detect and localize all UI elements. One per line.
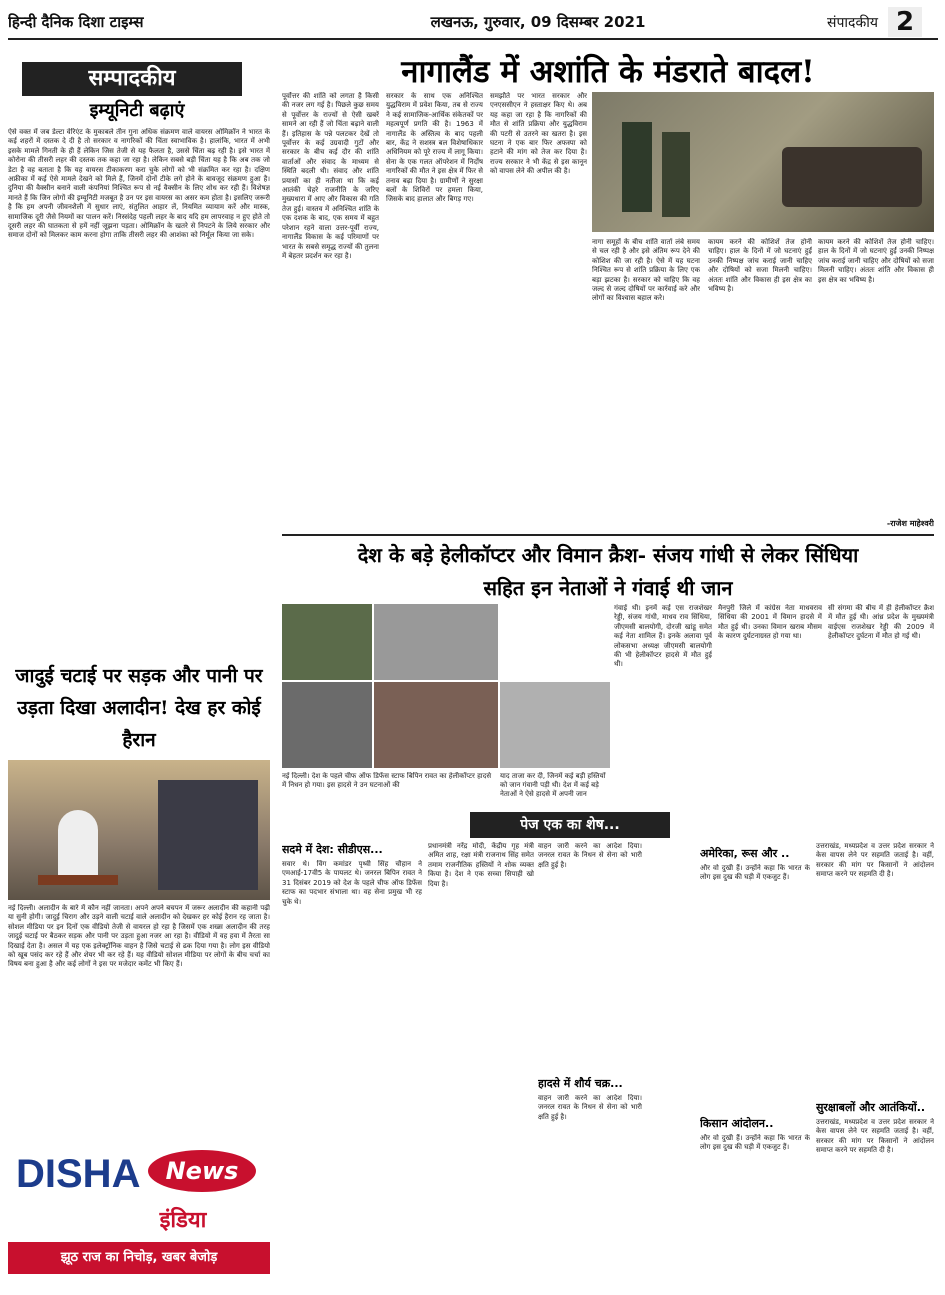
crash-wreck-photo [282,682,372,768]
shesh-col4: और वो दुखी हैं। उन्होंने कहा कि भारत के लोग इस दुख की घड़ी में एकजुट हैं। [700,864,810,882]
shesh-col5-title: सुरक्षाबलों और आतंकियों.. [816,1101,926,1114]
soldier-figure-2 [662,132,690,217]
shesh-col4b: और वो दुखी हैं। उन्होंने कहा कि भारत के लोग इस दुख की घड़ी में एकजुट हैं। [700,1134,810,1152]
shesh-col3-title: हादसे में शौर्य चक्र... [538,1077,623,1090]
shesh-col3: वाहन जारी करने का आदेश दिया। जनरल रावत के निधन से सेना को भारी क्षति हुई है। [538,842,642,869]
shesh-col5b: उत्तराखंड, मध्यप्रदेश व उत्तर प्रदेश सरकार ने केस वापस लेने पर सहमति जताई है। वहीं, सरकार की मांग पर किसानों ने आंदोलन समाप्त करने पर सहमति दी है। [816,1118,934,1155]
portrait-sanjay-gandhi [374,604,498,680]
feature-headline: जादुई चटाई पर सड़क और पानी पर उड़ता दिखा अलादीन! देख हर कोई हैरान [15,665,263,751]
portrait-madhavrao-scindia [374,682,498,768]
nagaland-col4: नागा समूहों के बीच शांति वार्ता लंबे समय से चल रही है और इसे अंतिम रूप देने की कोशिश की जा रही है। ऐसे में यह घटना निश्चित रूप से शांति प्रक्रिया के लिए एक बड़ा झटका है। सरकार को चाहिए कि वह जल्द से जल्द दोषियों पर कार्रवाई करे और लोगों का विश्वास बहाल करे। [592,238,700,303]
person-figure [58,810,98,880]
crash-col3: सी संगमा की बीच में ही हेलीकॉप्टर क्रैश में मौत हुई थी। आंध्र प्रदेश के मुख्यमंत्री वाईएस राजशेखर रेड्डी की 2009 में हेलीकॉप्टर दुर्घटना में मौत हो गई थी। [828,604,934,641]
logo-disha: DISHA [16,1152,141,1196]
shesh-banner: पेज एक का शेष... [470,812,670,838]
shesh-col3b: वाहन जारी करने का आदेश दिया। जनरल रावत के निधन से सेना को भारी क्षति हुई है। [538,1094,642,1121]
nagaland-col3: समझौते पर भारत सरकार और एनएससीएन ने हस्ताक्षर किए थे। अब यह कहा जा रहा है कि नागरिकों की मौत से शांति प्रक्रिया और युद्धविराम की पटरी से उतरने का खतरा है। इस घटना ने एक बार फिर अफस्पा को हटाने की मांग को तेज कर दिया है। राज्य सरकार ने भी केंद्र से इस कानून को वापस लेने की अपील की है। [490,92,587,176]
section-name: संपादकीय [827,14,878,31]
shesh-col1-title: सदमे में देश: सीडीएस... [282,843,383,856]
page-number: 2 [888,7,922,37]
editorial-banner: सम्पादकीय [22,62,242,96]
logo-news: News [148,1150,256,1192]
nagaland-photo [592,92,934,232]
editorial-body: ऐसे वक्त में जब डेल्टा वेरिएंट के मुकाबले तीन गुना अधिक संक्रमण वाले वायरस ओमिक्रॉन ने भारत के कई शहरों में दस्तक दे दी है तो सरकार व नागरिकों की चिंता स्वाभाविक है। हालांकि, भारत में अभी इसके मामले गिनती के ही हैं लेकिन जिस तेजी से यह फैलता है, उससे चिंता बढ़ रही है। इसे भारत में कोरोना की तीसरी लहर की दस्तक तक कहा जा रहा है। लेकिन सबसे बड़ी चिंता यह है कि अब तक जो डेटा है वह बताता है कि यह वायरस टीकाकरण करा चुके लोगों को भी संक्रमित कर रहा है। दक्षिण अफ्रीका में कई ऐसे मामले देखने को मिले हैं, जिनमें दोनों टीके लगे होने के बावजूद संक्रमण हुआ है। दुनिया की वैक्सीन बनाने वाली कंपनियां निश्चित रूप से नई वैक्सीन के लिए शोध कर रही हैं। विशेषज्ञ मानते हैं कि जिन लोगों की इम्यूनिटी मजबूत है उन पर इस वायरस का असर कम होता है। इसलिए जरूरी है कि हम अपनी जीवनशैली में सुधार लाएं, संतुलित आहार लें, नियमित व्यायाम करें और मास्क, सामाजिक दूरी जैसे नियमों का पालन करें। निस्संदेह पहली लहर के बाद यदि हम लापरवाह न हुए होते तो दूसरी लहर की घातकता से हमें नहीं जूझना पड़ता। ओमिक्रॉन के खतरे से निपटने के लिये सरकार और समाज दोनों को मिलकर काम करना होगा ताकि तीसरी लहर की आशंका को निर्मूल किया जा सके। [8,128,270,240]
shesh-col4-title: अमेरिका, रूस और .. [700,847,790,860]
building-shape [158,780,258,890]
feature-body: नई दिल्ली। अलादीन के बारे में कौन नहीं जानता। अपने अपने बचपन में जरूर अलादीन की कहानी पढ़ी या सुनी होगी। जादुई चिराग और उड़ने वाली चटाई वाले अलादीन को देखकर हर कोई हैरान रह जाता है। सोशल मीडिया पर इन दिनों एक वीडियो तेजी से वायरल हो रहा है जिसमें एक शख्स अलादीन की तरह जादुई चटाई पर बैठकर सड़क और पानी पर उड़ता हुआ नजर आ रहा है। वीडियो में वह हवा में तैरता सा दिखाई देता है। असल में यह एक इलेक्ट्रॉनिक वाहन है जिसे चटाई से ढक दिया गया है। लोग इस वीडियो को खूब पसंद कर रहे हैं और शेयर भी कर रहे हैं। यह वीडियो सोशल मीडिया पर लोगों के बीच चर्चा का विषय बना हुआ है और कई लोगों ने इस पर मजेदार कमेंट भी किए हैं। [8,904,270,969]
crash-col2: मैनपुरी जिले में कांग्रेस नेता माधवराव सिंधिया की 2001 में विमान हादसे में मौत हुई थी। उनका विमान खराब मौसम के कारण दुर्घटनाग्रस्त हो गया था। [718,604,822,641]
editorial-title: इम्यूनिटी बढ़ाएं [89,100,185,121]
dateline: लखनऊ, गुरुवार, 09 दिसम्बर 2021 [430,13,646,31]
crash-caption-2: याद ताजा कर दी, जिनमें कई बड़ी हस्तियों को जान गंवानी पड़ी थी। देश में कई बड़े नेताओं ने ऐसे हादसे में अपनी जान [500,772,606,798]
masthead-bar [8,6,938,40]
carpet-shape [38,875,118,885]
aladdin-photo [8,760,270,900]
nagaland-col5: कायम करने की कोशिशें तेज होनी चाहिए। हाल के दिनों में जो घटनाएं हुईं उनकी निष्पक्ष जांच कराई जानी चाहिए और दोषियों को सजा मिलनी चाहिए। अंततः शांति और विकास ही इस क्षेत्र का भविष्य है। [708,238,812,294]
crash-headline-2: सहित इन नेताओं ने गंवाई थी जान [483,576,733,600]
section-divider [282,534,934,536]
shesh-col2: प्रधानमंत्री नरेंद्र मोदी, केंद्रीय गृह मंत्री अमित शाह, रक्षा मंत्री राजनाथ सिंह समेत तमाम राजनीतिक हस्तियों ने शोक व्यक्त किया है। देश ने एक सच्चा सिपाही खो दिया है। [428,842,534,888]
shesh-col4-title2: किसान आंदोलन.. [700,1117,774,1130]
crash-caption-1: नई दिल्ली। देश के पहले चीफ ऑफ डिफेंस स्टाफ बिपिन रावत का हेलीकॉप्टर हादसे में निधन हो गया। इस हादसे ने उन घटनाओं की [282,772,492,789]
shesh-col1: सवार थे। विंग कमांडर पृथ्वी सिंह चौहान ने एमआई-17वी5 के पायलट थे। जनरल बिपिन रावत ने 31 दिसंबर 2019 को देश के पहले चीफ ऑफ डिफेंस स्टाफ का पदभार संभाला था। वह सेना प्रमुख भी रह चुके थे। [282,860,422,906]
shesh-col5: उत्तराखंड, मध्यप्रदेश व उत्तर प्रदेश सरकार ने केस वापस लेने पर सहमति जताई है। वहीं, सरकार की मांग पर किसानों ने आंदोलन समाप्त करने पर सहमति दी है। [816,842,934,879]
nagaland-col6: कायम करने की कोशिशें तेज होनी चाहिए। हाल के दिनों में जो घटनाएं हुईं उनकी निष्पक्ष जांच कराई जानी चाहिए और दोषियों को सजा मिलनी चाहिए। अंततः शांति और विकास ही इस क्षेत्र का भविष्य है। [818,238,934,284]
portrait-bipin-rawat [282,604,372,680]
logo-tagline: झूठ राज का निचोड़, खबर बेजोड़ [8,1242,270,1274]
nagaland-col1: पूर्वोत्तर की शांति को लगता है किसी की नजर लग गई है। पिछले कुछ समय से पूर्वोत्तर के राज्यों से ऐसी खबरें सामने आ रही हैं जो चिंता बढ़ाने वाली हैं। इतिहास के पन्ने पलटकर देखें तो पूर्वोत्तर के कई उग्रवादी गुटों और सरकार के बीच कई दौर की शांति वार्ताओं और संवाद के माध्यम से स्थिति बदली थी। संवाद और शांति प्रयासों का ही नतीजा था कि कई आतंकी चेहरे राजनीति के जरिए मुख्यधारा में आए और विकास की गति तेज हुई। वास्तव में अनिश्चित शांति के एक दशक के बाद, एक समय में बहुत परेशान रहने वाला उत्तर-पूर्वी राज्य, नागालैंड विकास के कई परिमाणों पर भारत के सबसे समृद्ध राज्यों की तुलना में बेहतर प्रदर्शन कर रहा है। [282,92,379,260]
portrait-ys-rajasekhara-reddy [500,682,610,768]
crash-headline-1: देश के बड़े हेलीकॉप्टर और विमान क्रैश- संजय गांधी से लेकर सिंधिया [357,543,859,567]
burnt-vehicle [782,147,922,207]
disha-news-logo [8,1130,270,1287]
crash-col1: गंवाई थी। इनमें कई एस राजशेखर रेड्डी, संजय गांधी, माधव राव सिंधिया, जीएमसी बालयोगी, दोरजी खांडू समेत कई नेता शामिल हैं। इनके अलावा पूर्व लोकसभा अध्यक्ष जीएमसी बालयोगी की भी हेलीकॉप्टर हादसे में मौत हुई थी। [614,604,712,669]
nagaland-col2: सरकार के साथ एक अनिश्चित युद्धविराम में प्रवेश किया, तब से राज्य ने कई सामाजिक-आर्थिक संकेतकों पर महत्वपूर्ण प्रगति की है। 1963 में नागालैंड के अस्तित्व के बाद पहली बार, केंद्र ने सशस्त्र बल विशेषाधिकार अधिनियम को पूरे राज्य में लागू किया। सेना के एक गलत ऑपरेशन में निर्दोष नागरिकों की मौत ने इस क्षेत्र में फिर से तनाव बढ़ा दिया है। ग्रामीणों ने सुरक्षा बलों के शिविरों पर हमला किया, जिसके बाद हालात और बिगड़ गए। [386,92,483,204]
nagaland-headline: नागालैंड में अशांति के मंडराते बादल! [401,54,815,90]
nagaland-author: -राजेश माहेश्वरी [886,519,934,528]
soldier-figure-1 [622,122,652,212]
logo-region: इंडिया [159,1208,207,1233]
publication-name: हिन्दी दैनिक दिशा टाइम्स [8,13,144,31]
